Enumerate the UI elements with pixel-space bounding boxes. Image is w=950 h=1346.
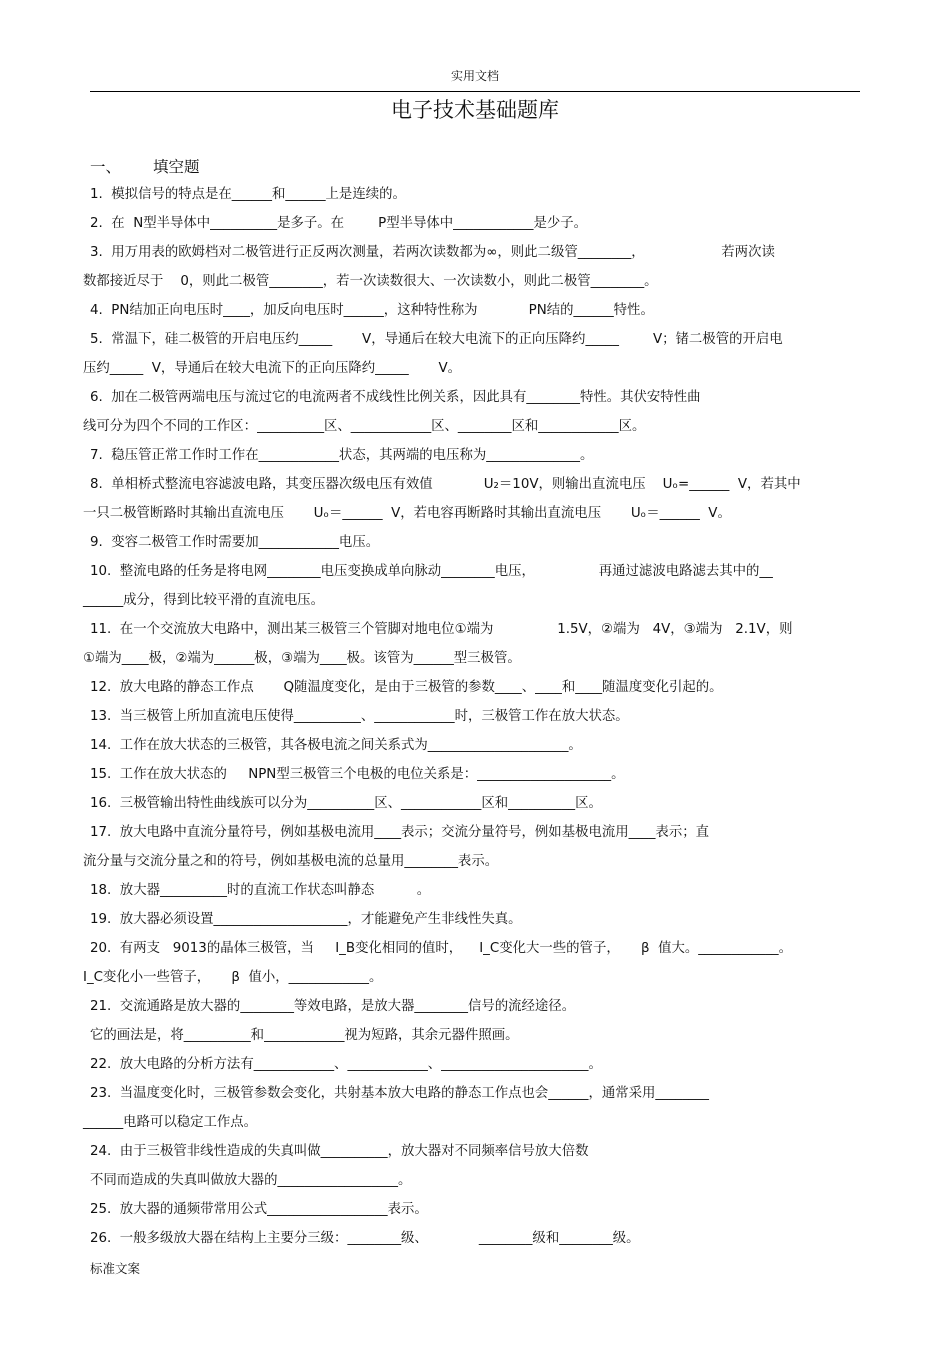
question-line: 7. 稳压管正常工作时工作在____________状态，其两端的电压称为______________。 — [90, 448, 594, 463]
question-line: 2. 在 N型半导体中__________是多子。在 P型半导体中____________是少子。 — [90, 216, 588, 231]
question-line: 23. 当温度变化时，三极管参数会变化，共射基本放大电路的静态工作点也会______，通常采用________ — [90, 1086, 709, 1101]
question-line: 数都接近尽于 0，则此二极管________，若一次读数很大、一次读数小，则此二极管________。 — [83, 274, 658, 289]
question-line: 25. 放大器的通频带常用公式__________________表示。 — [90, 1202, 428, 1217]
page-footer-label: 标准文案 — [90, 1261, 141, 1276]
question-line: 1. 模拟信号的特点是在______和______上是连续的。 — [90, 187, 406, 202]
question-line: 8. 单相桥式整流电容滤波电路，其变压器次级电压有效值 U₂＝10V，则输出直流电压 Uₒ=______ V，若其中 — [90, 477, 801, 492]
question-line: 21. 交流通路是放大器的________等效电路，是放大器________信号的流经途径。 — [90, 999, 576, 1014]
document-title: 电子技术基础题库 — [391, 98, 559, 122]
question-line: 6. 加在二极管两端电压与流过它的电流两者不成线性比例关系，因此具有________特性。其伏安特性曲 — [90, 390, 701, 405]
section-number: 一、 — [90, 158, 122, 176]
question-line: 14. 工作在放大状态的三极管，其各极电流之间关系式为_____________________。 — [90, 738, 582, 753]
question-line: 17. 放大电路中直流分量符号，例如基极电流用____表示；交流分量符号，例如基极电流用____表示；直 — [90, 825, 709, 840]
question-line: 5. 常温下，硅二极管的开启电压约_____ V，导通后在较大电流下的正向压降约_____ V；锗二极管的开启电 — [90, 332, 783, 347]
question-line: 22. 放大电路的分析方法有____________、____________、______________________。 — [90, 1057, 602, 1072]
question-line: 13. 当三极管上所加直流电压使得__________、____________时，三极管工作在放大状态。 — [90, 709, 629, 724]
question-line: 18. 放大器__________时的直流工作状态叫静态 。 — [90, 883, 431, 898]
question-line: 4. PN结加正向电压时____，加反向电压时______，这种特性称为 PN结的______特性。 — [90, 303, 654, 318]
question-line: 一只二极管断路时其输出直流电压 Uₒ＝______ V，若电容再断路时其输出直流电压 Uₒ＝______ V。 — [83, 506, 731, 521]
question-line: 19. 放大器必须设置____________________，才能避免产生非线性失真。 — [90, 912, 522, 927]
question-line: ______成分，得到比较平滑的直流电压。 — [83, 593, 325, 608]
question-line: 不同而造成的失真叫做放大器的__________________。 — [90, 1173, 412, 1188]
question-line: I_C变化小一些管子， β 值小，____________。 — [83, 970, 383, 985]
question-line: 3. 用万用表的欧姆档对二极管进行正反两次测量，若两次读数都为∞，则此二级管________， 若两次读 — [90, 245, 775, 260]
question-line: ①端为____极，②端为______极，③端为____极。该管为______型三极管。 — [83, 651, 521, 666]
question-line: 10. 整流电路的任务是将电网________电压变换成单向脉动________电压， 再通过滤波电路滤去其中的__ — [90, 564, 773, 579]
question-line: 12. 放大电路的静态工作点 Q随温度变化，是由于三极管的参数____、____和____随温度变化引起的。 — [90, 680, 723, 695]
question-line: 24. 由于三极管非线性造成的失真叫做__________，放大器对不同频率信号放大倍数 — [90, 1144, 589, 1159]
question-line: 线可分为四个不同的工作区：__________区、____________区、________区和____________区。 — [83, 419, 646, 434]
question-line: 26. 一般多级放大器在结构上主要分三级：________级、 ________级和________级。 — [90, 1231, 640, 1246]
question-line: 20. 有两支 9013的晶体三极管，当 I_B变化相同的值时， I_C变化大一些的管子， β 值大。____________。 — [90, 941, 792, 956]
question-list — [83, 180, 863, 1253]
question-line: 16. 三极管输出特性曲线族可以分为__________区、____________区和__________区。 — [90, 796, 602, 811]
question-line: 压约_____ V，导通后在较大电流下的正向压降约_____ V。 — [83, 361, 462, 376]
question-line: 9. 变容二极管工作时需要加____________电压。 — [90, 535, 380, 550]
page-header-label: 实用文档 — [450, 69, 499, 83]
question-line: 它的画法是，将__________和____________视为短路，其余元器件照画。 — [90, 1028, 519, 1043]
header-divider — [90, 91, 860, 92]
question-line: 11. 在一个交流放大电路中，测出某三极管三个管脚对地电位①端为 1.5V，②端为 4V，③端为 2.1V，则 — [90, 622, 793, 637]
question-line: 15. 工作在放大状态的 NPN型三极管三个电极的电位关系是：____________________。 — [90, 767, 625, 782]
section-title: 填空题 — [152, 158, 200, 176]
section-heading — [90, 155, 199, 177]
question-line: 流分量与交流分量之和的符号，例如基极电流的总量用________表示。 — [83, 854, 499, 869]
question-line: ______电路可以稳定工作点。 — [83, 1115, 258, 1130]
